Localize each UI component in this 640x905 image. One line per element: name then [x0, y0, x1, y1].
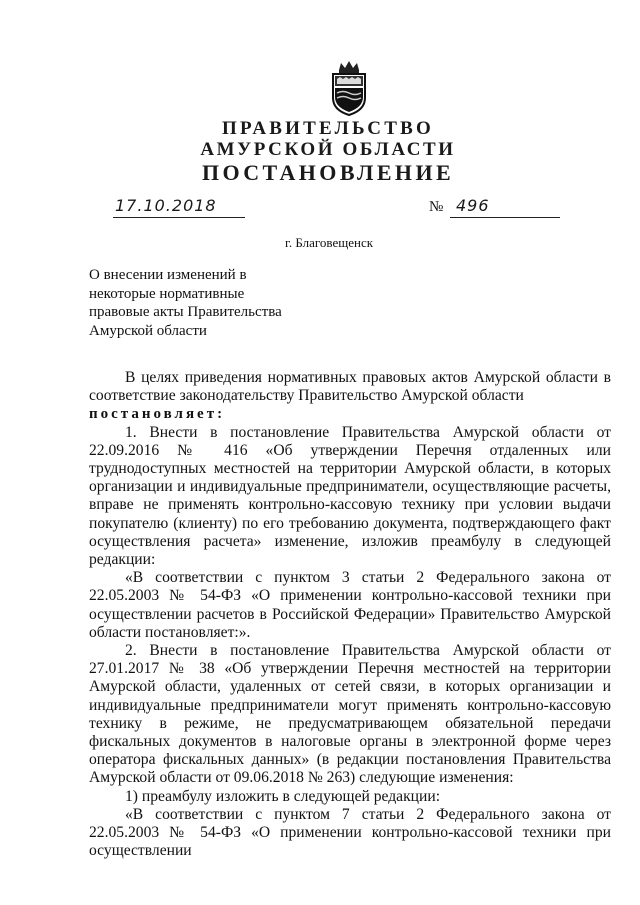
subject-line: О внесении изменений в: [89, 267, 247, 283]
paragraph-2-quote: «В соответствии с пунктом 7 статьи 2 Федерального закона от 22.05.2003 № 54-ФЗ «О применении контрольно-кассовой техники при осуществлении: [89, 805, 611, 860]
coat-of-arms-emblem: [327, 60, 371, 116]
paragraph-1: 1. Внести в постановление Правительства Амурской области от 22.09.2016 № 416 «Об утверждении Перечня отдаленных или труднодоступных местностей на территории Амурской области, в которых организации и индивидуальные предприниматели, осуществляющие расчеты, вправе не применять контрольно-кассовую технику при условии выдачи покупателю (клиенту) по его требованию документа, подтверждающего факт осуществления расчета» изменение, изложив преамбулу в следующей редакции:: [89, 423, 611, 569]
intro-paragraph: В целях приведения нормативных правовых актов Амурской области в соответствие законодательству Правительство Амурской области: [89, 369, 611, 405]
document-subject: [89, 266, 309, 340]
document-number: 496: [456, 196, 490, 215]
document-date: 17.10.2018: [115, 196, 217, 215]
subject-line: Амурской области: [89, 322, 207, 339]
city-name: г. Благовещенск: [284, 235, 374, 250]
government-title: ПРАВИТЕЛЬСТВО: [222, 118, 434, 139]
date-field: [113, 196, 245, 218]
subject-line: правовые акты Правительства: [89, 304, 282, 321]
paragraph-2-item-1: 1) преамбулу изложить в следующей редакции:: [125, 787, 441, 805]
paragraph-1-quote: «В соответствии с пунктом 3 статьи 2 Федерального закона от 22.05.2003 № 54-ФЗ «О применении контрольно-кассовой техники при осуществлении расчетов в Российской Федерации» Правительство Амурской области постановляет:».: [89, 569, 611, 641]
number-field: [450, 196, 560, 218]
document-body: [89, 369, 611, 860]
document-type-title: ПОСТАНОВЛЕНИЕ: [201, 160, 455, 185]
paragraph-2: 2. Внести в постановление Правительства Амурской области от 27.01.2017 № 38 «Об утверждении Перечня местностей на территории Амурской области, удаленных от сетей связи, в которых организации и индивидуальные предприниматели могут применять контрольно-кассовую технику в режиме, не предусматривающем обязательной передачи фискальных документов в налоговые органы в электронной форме через оператора фискальных данных» (в редакции постановления Правительства Амурской области от 09.06.2018 № 263) следующие изменения:: [89, 642, 611, 787]
number-label: №: [429, 199, 444, 215]
resolves-keyword: постановляет:: [89, 406, 226, 423]
subject-line: некоторые нормативные: [89, 285, 245, 302]
region-title: АМУРСКОЙ ОБЛАСТИ: [200, 139, 456, 160]
